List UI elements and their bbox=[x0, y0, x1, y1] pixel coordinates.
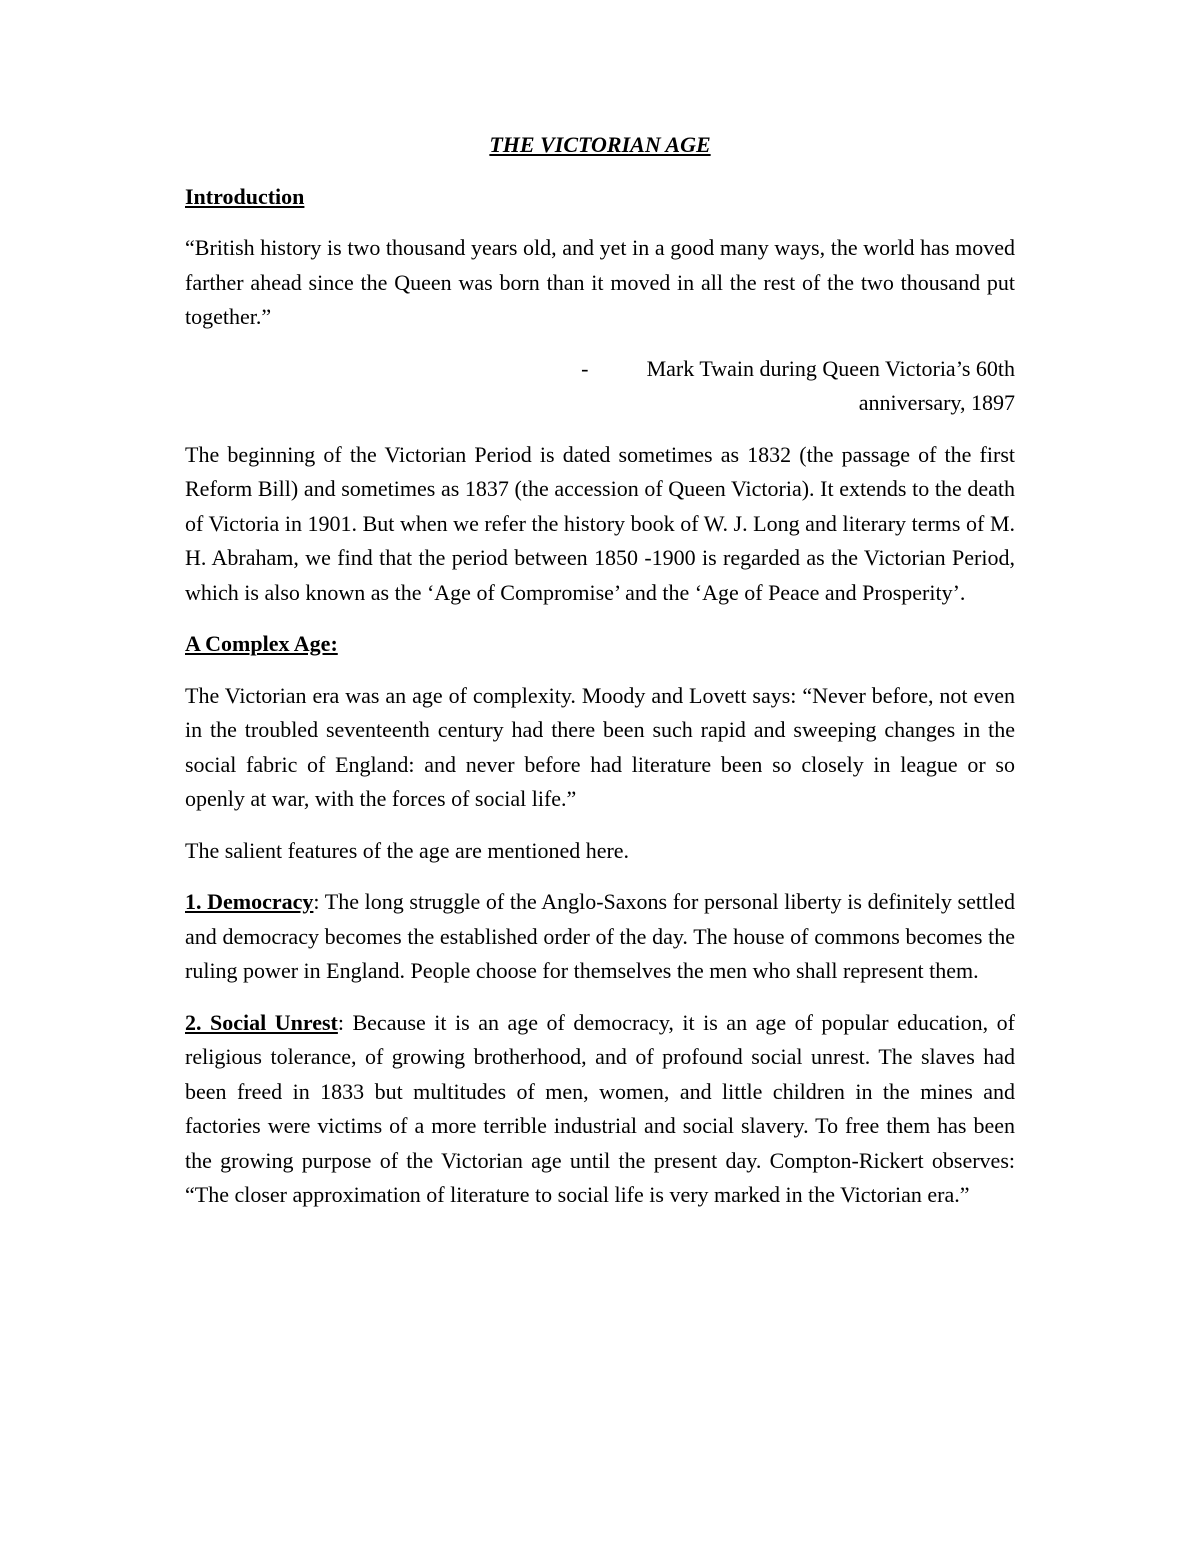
document-title: THE VICTORIAN AGE bbox=[489, 132, 711, 157]
feature-democracy bbox=[185, 885, 1015, 989]
features-intro: The salient features of the age are mentioned here. bbox=[185, 837, 630, 863]
feature-social-unrest bbox=[185, 1006, 1015, 1213]
feature-social-unrest-label: 2. Social Unrest bbox=[185, 1009, 338, 1035]
attribution-line-2: anniversary, 1897 bbox=[858, 390, 1015, 415]
attribution-dash: - bbox=[581, 355, 589, 381]
introduction-heading: Introduction bbox=[185, 183, 305, 209]
document-page bbox=[185, 128, 1015, 1230]
complex-age-heading: A Complex Age: bbox=[185, 631, 338, 656]
introduction-paragraph: The beginning of the Victorian Period is dated sometimes as 1832 (the passage of the first Reform Bill) and sometimes as 1837 (the accession of Queen Victoria). It extends to the death of Victoria in 1901. But when we refer the history book of W. J. Long and literary terms of M. H. Abraham, we find that the period between 1850 -1900 is regarded as the Victorian Period, which is also known as the ‘Age of Compromise’ and the ‘Age of Peace and Prosperity’. bbox=[185, 441, 1015, 605]
twain-quote: “British history is two thousand years old, and yet in a good many ways, the world has moved farther ahead since the Queen was born than it moved in all the rest of the two thousand put together.” bbox=[185, 235, 1015, 329]
feature-democracy-label: 1. Democracy bbox=[185, 889, 314, 914]
attribution-line-1 bbox=[185, 352, 1015, 387]
quote-attribution bbox=[185, 352, 1015, 421]
complex-age-paragraph: The Victorian era was an age of complexity. Moody and Lovett says: “Never before, not even in the troubled seventeenth century had there been such rapid and sweeping changes in the social fabric of England: and never before had literature been so closely in league or so openly at war, with the forces of social life.” bbox=[185, 682, 1015, 811]
feature-social-unrest-text: : Because it is an age of democracy, it is an age of popular education, of religious tolerance, of growing brotherhood, and of profound social unrest. The slaves had been freed in 1833 but multitudes of men, women, and little children in the mines and factories were victims of a more terrible industrial and social slavery. To free them has been the growing purpose of the Victorian age until the present day. Compton-Rickert observes: “The closer approximation of literature to social life is very marked in the Victorian era.” bbox=[185, 1009, 1015, 1207]
attribution-text-1: Mark Twain during Queen Victoria’s 60th bbox=[646, 355, 1015, 381]
feature-democracy-text: : The long struggle of the Anglo-Saxons for personal liberty is definitely settled and democracy becomes the established order of the day. The house of commons becomes the ruling power in England. People choose for themselves the men who shall represent them. bbox=[185, 889, 1015, 983]
